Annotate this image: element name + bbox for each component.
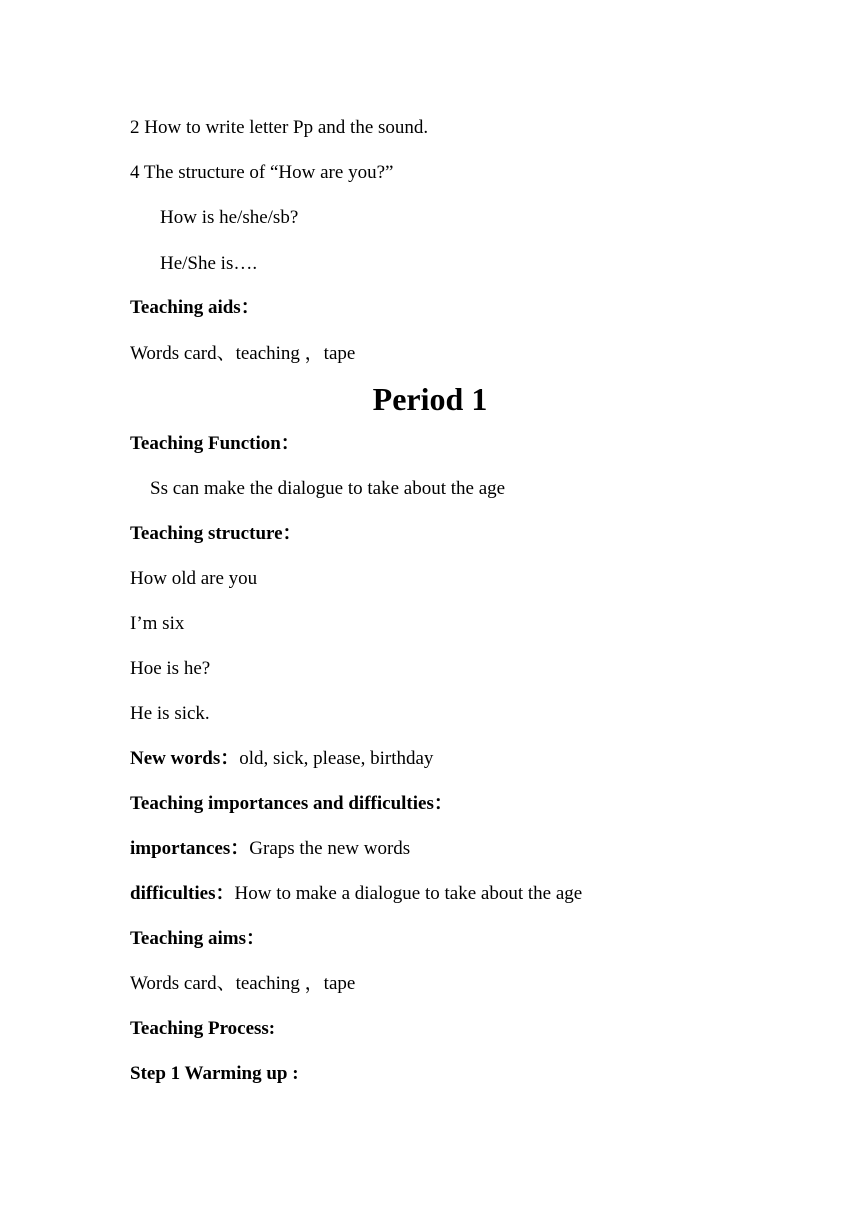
- new-words-label: New words：: [130, 748, 240, 769]
- difficulties-text: How to make a dialogue to take about the age: [234, 883, 583, 904]
- teaching-aims-heading: Teaching aims：: [130, 928, 265, 949]
- difficulties-line: [130, 882, 582, 906]
- teaching-aids-text: Words card、teaching ，tape: [130, 343, 356, 364]
- structure-question: How is he/she/sb?: [160, 207, 299, 228]
- difficulties-label: difficulties：: [130, 883, 235, 904]
- structure-line-1: How old are you: [130, 568, 258, 589]
- structure-line-3: Hoe is he?: [130, 658, 211, 679]
- importances-line: [130, 837, 410, 861]
- importances-label: importances：: [130, 838, 250, 859]
- importances-text: Graps the new words: [249, 838, 411, 859]
- objective-letter-pp: 2 How to write letter Pp and the sound.: [130, 117, 429, 138]
- teaching-structure-heading: Teaching structure：: [130, 523, 302, 544]
- structure-answer: He/She is….: [160, 253, 258, 274]
- step-1-heading: Step 1 Warming up :: [130, 1063, 299, 1084]
- teaching-aims-text: Words card、teaching ，tape: [130, 973, 356, 994]
- teaching-process-heading: Teaching Process:: [130, 1018, 276, 1039]
- teaching-function-heading: Teaching Function：: [130, 433, 300, 454]
- importances-difficulties-heading: Teaching importances and difficulties：: [130, 793, 453, 814]
- structure-line-4: He is sick.: [130, 703, 210, 724]
- new-words-line: [130, 747, 433, 771]
- period-heading: Period 1: [372, 381, 488, 417]
- teaching-function-text: Ss can make the dialogue to take about the age: [150, 478, 506, 499]
- teaching-aids-heading: Teaching aids：: [130, 297, 260, 318]
- structure-line-2: I’m six: [130, 613, 185, 634]
- objective-structure: 4 The structure of “How are you?”: [130, 162, 394, 183]
- new-words-text: old, sick, please, birthday: [239, 748, 434, 769]
